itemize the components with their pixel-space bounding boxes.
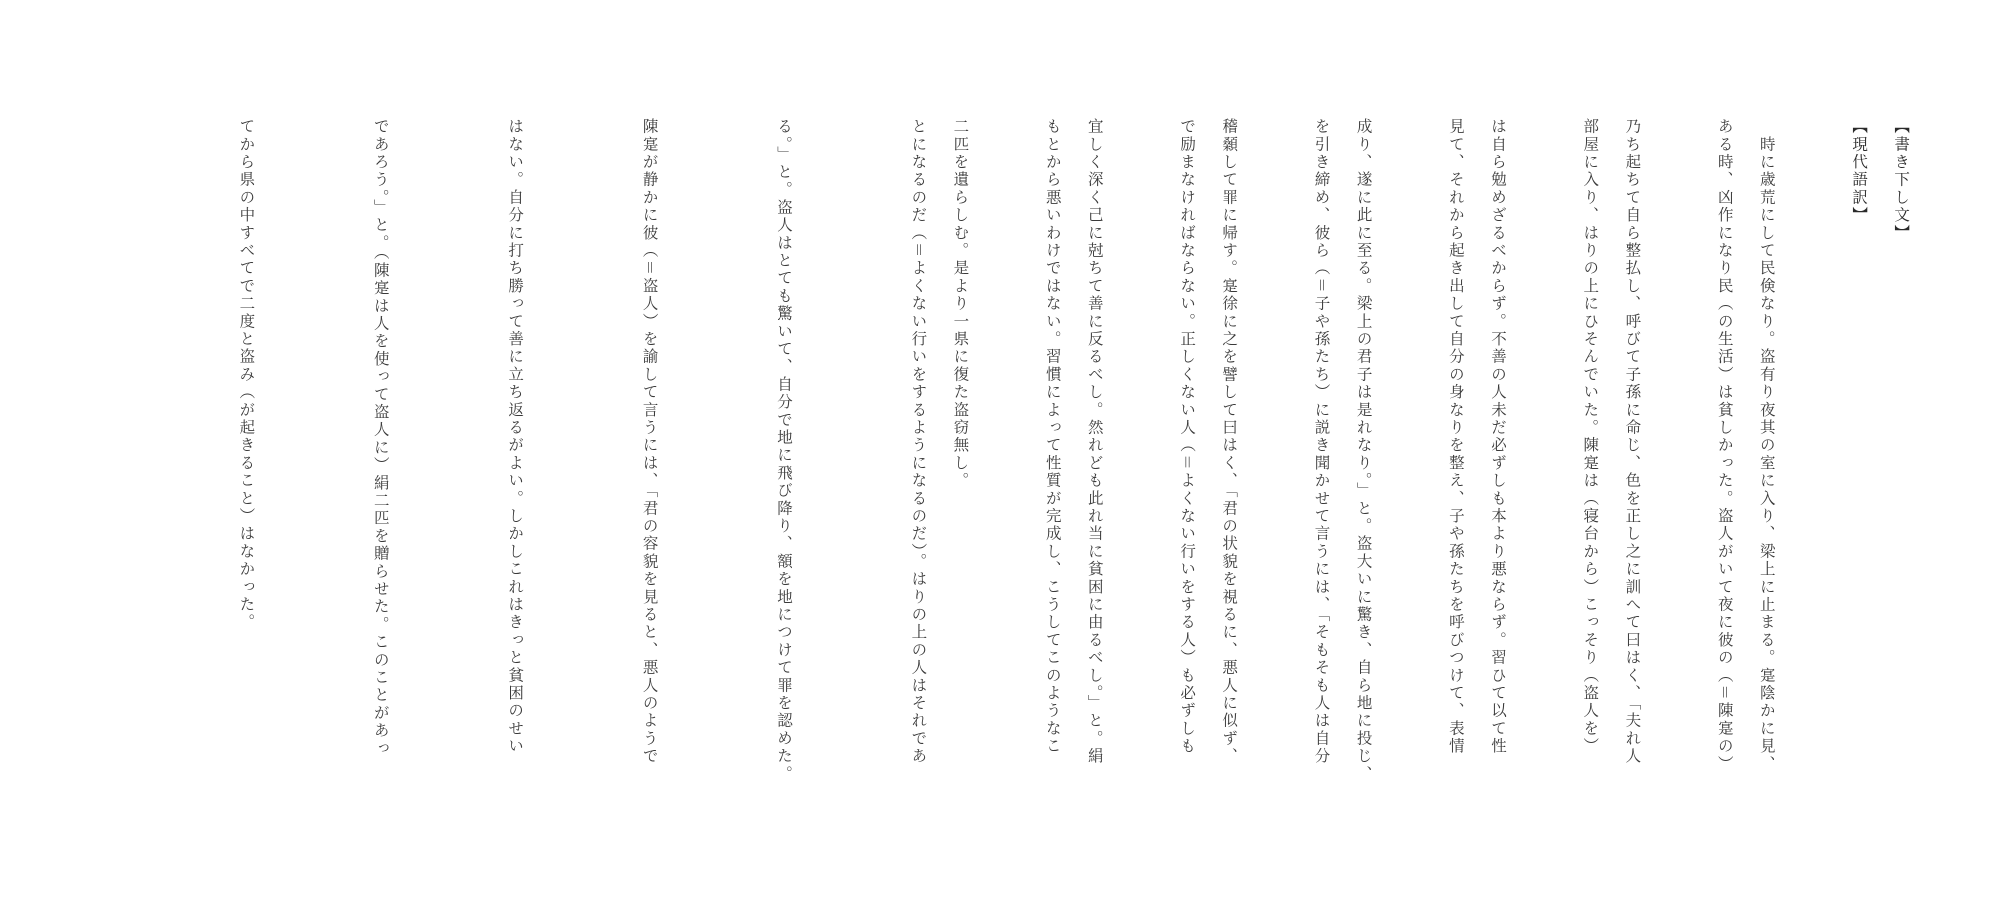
gendaiyaku-line: 陳寔が静かに彼（＝盗人）を諭して言うには、「君の容貌を見ると、悪人のようで — [640, 118, 659, 766]
gendaiyaku-line: とになるのだ（＝よくない行いをするようになるのだ）。はりの上の人はそれであ — [909, 118, 928, 766]
gendaiyaku-line: ある時、凶作になり民（の生活）は貧しかった。盗人がいて夜に彼の（＝陳寔の） — [1715, 118, 1734, 773]
kakikudashi-line: は自ら勉めざるべからず。不善の人未だ必ずしも本より悪ならず。習ひて以て性 — [1488, 118, 1507, 756]
gendaiyaku-line: を引き締め、彼ら（＝子や孫たち）に説き聞かせて言うには、「そもそも人は自分 — [1312, 118, 1331, 766]
gendaiyaku-line: 見て、それから起き出して自分の身なりを整え、子や孫たちを呼びつけて、表情 — [1446, 118, 1465, 756]
kakikudashi-line: 時に歳荒にして民倹なり。盗有り夜其の室に入り、梁上に止まる。寔陰かに見、 — [1757, 118, 1776, 773]
gendaiyaku-line: てから県の中すべてで二度と盗み（が起きること）はなかった。 — [237, 118, 256, 632]
kakikudashi-line: 稽顙して罪に帰す。寔徐に之を譬して曰はく、「君の状貌を視るに、悪人に似ず、 — [1220, 118, 1239, 766]
gendaiyaku-line: で励まなければならない。正しくない人（＝よくない行いをする人）も必ずしも — [1178, 118, 1197, 756]
kakikudashi-line: 乃ち起ちて自ら整払し、呼びて子孫に命じ、色を正し之に訓へて曰はく、「夫れ人 — [1623, 118, 1642, 766]
kakikudashi-line: 宜しく深く己に尅ちて善に反るべし。然れども此れ当に貧困に由るべし。」と。絹 — [1085, 118, 1104, 766]
gendaiyaku-line: もとから悪いわけではない。習慣によって性質が完成し、こうしてこのようなこ — [1043, 118, 1062, 756]
gendaiyaku-line: であろう。」と。（陳寔は人を使って盗人に）絹二匹を贈らせた。このことがあっ — [371, 118, 390, 758]
gendaiyaku-heading: 【現代語訳】 — [1850, 118, 1869, 225]
kakikudashi-line: 成り、遂に此に至る。梁上の君子は是れなり。」と。盗大いに驚き、自ら地に投じ、 — [1354, 118, 1373, 783]
gendaiyaku-line: る。」と。盗人はとても驚いて、自分で地に飛び降り、額を地につけて罪を認めた。 — [774, 118, 793, 783]
gendaiyaku-line: 部屋に入り、はりの上にひそんでいた。陳寔は（寝台から）こっそり（盗人を） — [1581, 118, 1600, 756]
kakikudashi-heading: 【書き下し文】 — [1892, 118, 1911, 242]
gendaiyaku-line: はない。自分に打ち勝って善に立ち返るがよい。しかしこれはきっと貧困のせい — [506, 118, 525, 756]
kakikudashi-line: 二匹を遺らしむ。是より一県に復た盗窃無し。 — [951, 118, 970, 490]
gendaiyaku-section — [134, 118, 1971, 818]
